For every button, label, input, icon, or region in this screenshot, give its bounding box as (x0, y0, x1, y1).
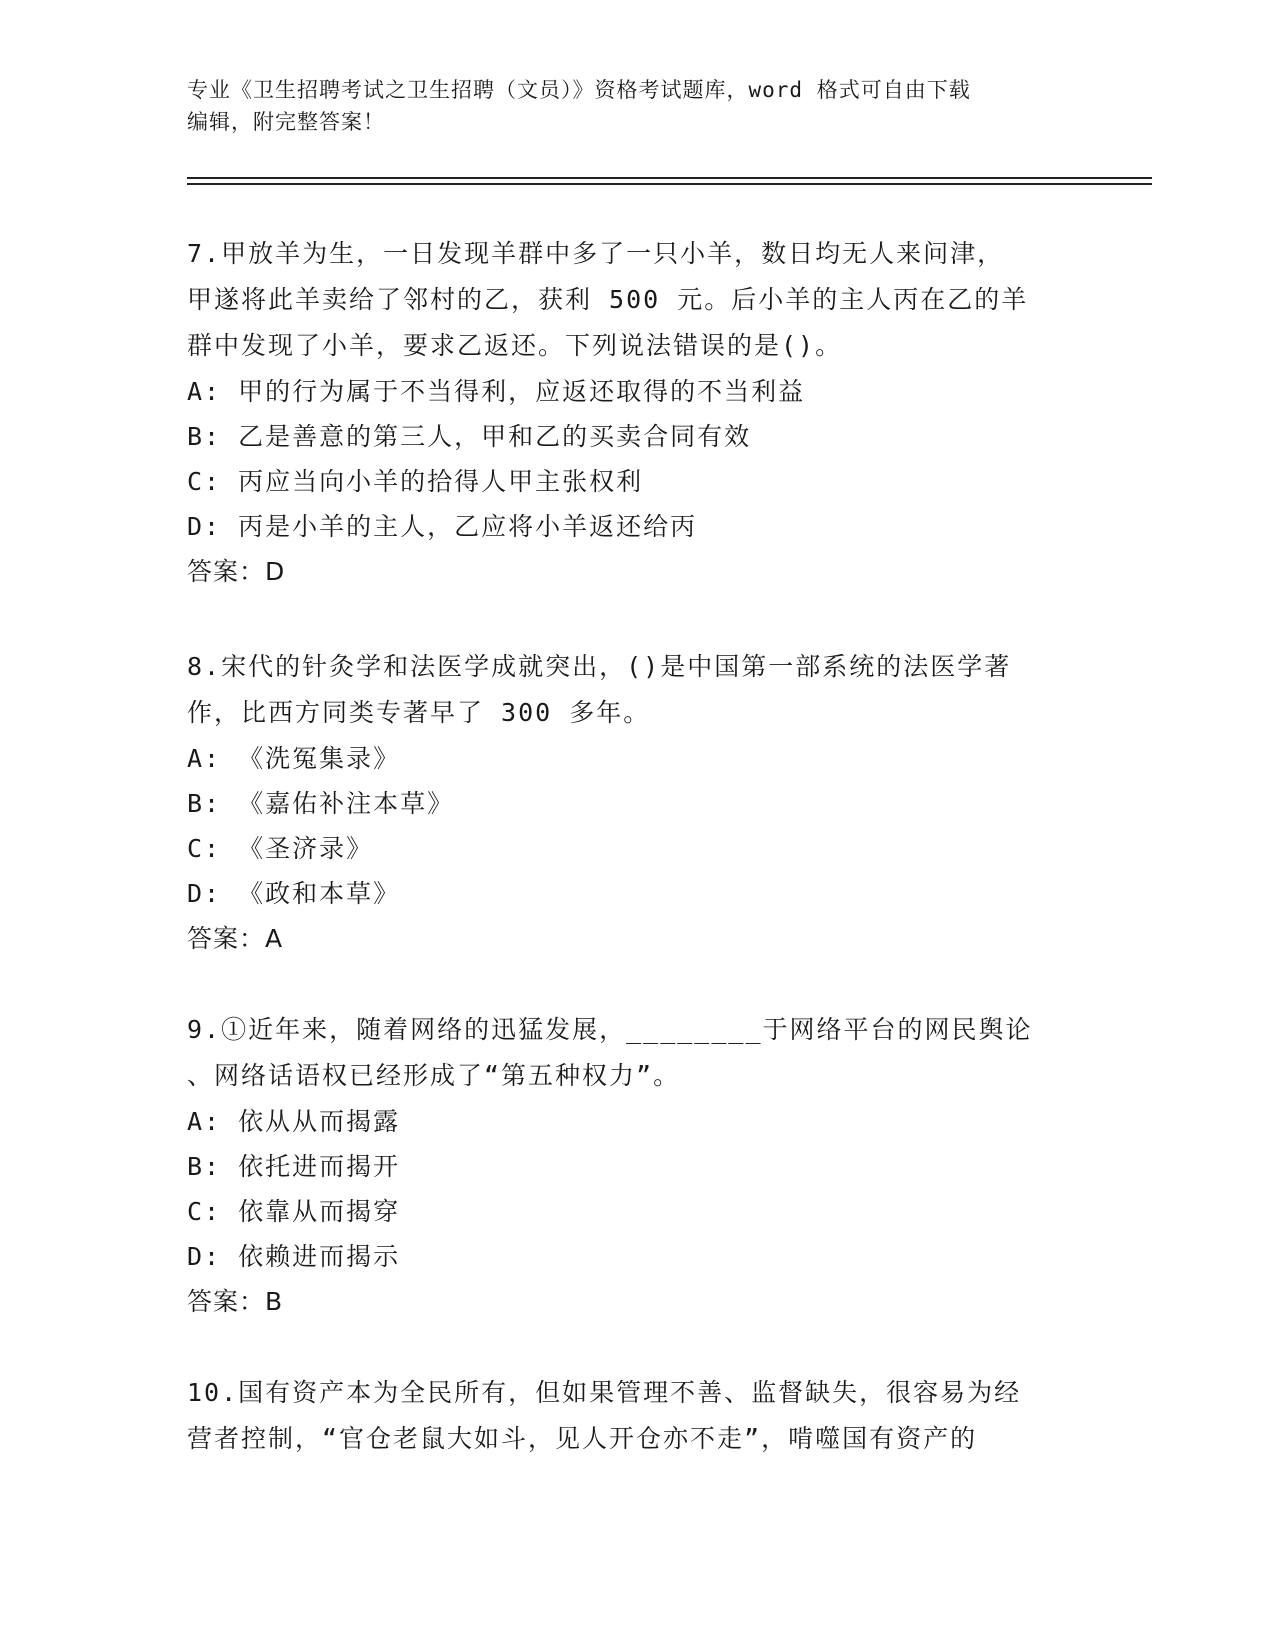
header-line-2: 编辑，附完整答案！ (187, 110, 385, 134)
question-stem-line: 9.①近年来，随着网络的迅猛发展，________于网络平台的网民舆论 (187, 1015, 1033, 1044)
header-divider-top (187, 177, 1152, 179)
option-a: A: 《洗冤集录》 (187, 744, 401, 773)
option-c: C: 《圣济录》 (187, 834, 374, 863)
option-b: B: 依托进而揭开 (187, 1152, 401, 1181)
question-7 (187, 231, 1077, 595)
question-stem-line: 群中发现了小羊，要求乙返还。下列说法错误的是()。 (187, 331, 843, 360)
answer: 答案：B (187, 1287, 284, 1316)
question-9 (187, 1007, 1077, 1325)
question-8 (187, 644, 1077, 962)
question-stem-line: 作，比西方同类专著早了 300 多年。 (187, 698, 651, 727)
option-b: B: 乙是善意的第三人，甲和乙的买卖合同有效 (187, 422, 752, 451)
document-header (187, 74, 1087, 138)
header-line-1: 专业《卫生招聘考试之卫生招聘（文员）》资格考试题库，word 格式可自由下载 (187, 78, 971, 102)
question-10 (187, 1370, 1077, 1462)
question-stem-line: 、网络话语权已经形成了“第五种权力”。 (187, 1061, 681, 1090)
option-c: C: 依靠从而揭穿 (187, 1197, 401, 1226)
answer: 答案：A (187, 924, 284, 953)
header-divider-bottom (187, 183, 1152, 185)
option-d: D: 《政和本草》 (187, 879, 401, 908)
question-stem-line: 7.甲放羊为生，一日发现羊群中多了一只小羊，数日均无人来问津， (187, 239, 1005, 268)
question-stem-line: 10.国有资产本为全民所有，但如果管理不善、监督缺失，很容易为经 (187, 1378, 1022, 1407)
option-b: B: 《嘉佑补注本草》 (187, 789, 455, 818)
option-c: C: 丙应当向小羊的拾得人甲主张权利 (187, 467, 644, 496)
option-d: D: 依赖进而揭示 (187, 1242, 401, 1271)
option-d: D: 丙是小羊的主人，乙应将小羊返还给丙 (187, 512, 698, 541)
question-stem-line: 8.宋代的针灸学和法医学成就突出，()是中国第一部系统的法医学著 (187, 652, 1012, 681)
answer: 答案：D (187, 557, 286, 586)
option-a: A: 甲的行为属于不当得利，应返还取得的不当利益 (187, 377, 806, 406)
question-stem-line: 营者控制，“官仓老鼠大如斗，见人开仓亦不走”，啃噬国有资产的 (187, 1424, 978, 1453)
question-stem-line: 甲遂将此羊卖给了邻村的乙，获利 500 元。后小羊的主人丙在乙的羊 (187, 285, 1029, 314)
option-a: A: 依从从而揭露 (187, 1107, 401, 1136)
